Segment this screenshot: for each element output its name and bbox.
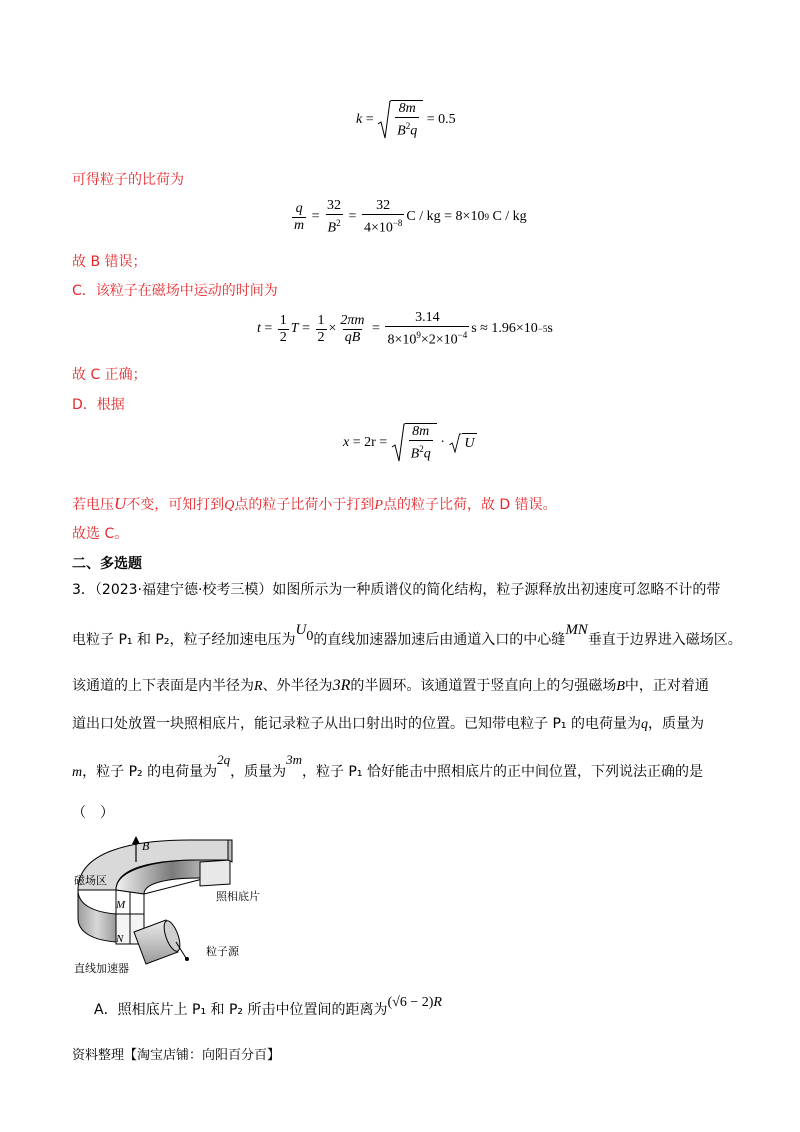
eq-t-f2-den: 2 <box>317 329 325 345</box>
q3-l4b: ，质量为 <box>647 716 704 732</box>
eq-qm-lhs-den: m <box>294 217 305 233</box>
option-a-R: R <box>433 995 442 1010</box>
text-d2-c: 点的粒子比荷小于打到 <box>234 497 375 513</box>
q3-l3B: B <box>616 679 625 694</box>
eq-k-num: 8m <box>398 101 416 117</box>
eq-t-f4-num: 3.14 <box>415 310 440 325</box>
q3-l2U: U <box>295 622 307 638</box>
eq-k-lhs: k <box>356 112 363 127</box>
equation-x: x = 2r = $\frac{8m}{B^2q}$ · U <box>343 424 475 462</box>
eq-x-tail: U <box>462 433 476 453</box>
text-d2-U: U <box>114 494 127 513</box>
q3-l5m3: 3m <box>286 752 302 767</box>
source-dot-icon <box>185 957 189 961</box>
text-d2-b: 不变，可知打到 <box>126 497 225 513</box>
eq-x-den-base: B <box>410 446 420 462</box>
figure-label-B: B <box>142 839 150 853</box>
text-b-wrong: 故 B 错误； <box>72 254 147 270</box>
equation-t: t = $\frac{1}{2}$ T = $\frac{1}{2}$ × $\frac{2\pi m}{qB}$ = $\frac{3.14}{8\times 10^9\times 2\times 10^{-4}}$ s ≈ 1.96×10 −5 s <box>257 310 553 348</box>
eq-qm-tail-exp: 9 <box>484 212 489 223</box>
eq-t-f4-den: 8×10 <box>387 332 417 348</box>
section-title: 二、多选题 <box>72 556 142 572</box>
eq-k-den-tail: q <box>410 123 418 139</box>
radical-icon <box>448 433 462 453</box>
q3-l3R: R <box>254 679 263 694</box>
q3-line2 <box>72 622 742 655</box>
q3-l2U0: 0 <box>306 628 314 644</box>
eq-t-tail-exp: −5 <box>537 324 548 335</box>
q3-l3d: 中，正对着通 <box>624 678 709 694</box>
eq-qm-f3-num: 32 <box>376 198 391 213</box>
q3-line1: 3．（2023·福建宁德·校考三模）如图所示为一种质谱仪的简化结构，粒子源释放出初速度可忽略不计的带 <box>72 582 721 598</box>
figure-label-film: 照相底片 <box>216 890 260 903</box>
equation-k: k = $\frac{8m}{B^2q}$ = 0.5 <box>356 101 456 139</box>
eq-qm-tail: C / kg = 8×10 <box>406 209 485 225</box>
ring-outer-wall <box>78 890 116 942</box>
eq-x-num: 8m <box>412 424 430 440</box>
text-d2-d: 点的粒子比荷，故 D 错误。 <box>382 497 557 513</box>
radical-icon <box>391 423 405 463</box>
eq-x-mid: = 2r = <box>352 435 388 450</box>
q3-l5a: ，粒子 P₂ 的电荷量为 <box>82 764 218 780</box>
eq-qm-f2-num: 32 <box>327 198 342 213</box>
q3-l3c: 的半圆环。该通道置于竖直向上的匀强磁场 <box>350 678 617 694</box>
eq-t-f2-num: 1 <box>317 312 325 328</box>
option-a <box>94 995 442 1021</box>
eq-qm-lhs-num: q <box>295 200 303 216</box>
q3-l3b: 、外半径为 <box>262 678 333 694</box>
eq-t-f3-den: qB <box>344 329 361 345</box>
figure-label-M: M <box>116 899 126 911</box>
sqrt-u <box>448 433 476 453</box>
eq-t-f1-den: 2 <box>279 329 287 345</box>
eq-t-f4-den-exp1: 9 <box>416 330 421 340</box>
text-answer: 故选 C。 <box>72 526 129 542</box>
eq-qm-f2-den-base: B <box>327 220 337 236</box>
text-c: C．该粒子在磁场中运动的时间为 <box>72 283 278 299</box>
eq-t-T: T <box>290 321 299 337</box>
film-plate-edge <box>228 840 232 862</box>
q3-l5m: m <box>72 765 83 780</box>
eq-x-den-exp: 2 <box>419 444 424 455</box>
eq-qm-f3-den-exp: −8 <box>392 218 403 228</box>
eq-k-rhs: = 0.5 <box>426 112 456 127</box>
eq-t-f1-num: 1 <box>279 312 287 328</box>
q3-l2c: 垂直于边界进入磁场区。 <box>587 632 742 648</box>
sqrt-x <box>391 423 437 463</box>
eq-t-tail-unit: s <box>547 321 553 337</box>
q3-l2a: 电粒子 P₁ 和 P₂，粒子经加速电压为 <box>72 632 296 648</box>
eq-t-tail: s ≈ 1.96×10 <box>471 321 538 337</box>
text-d2-a: 若电压 <box>72 497 114 513</box>
q3-l2b: 的直线加速器加速后由通道入口的中心缝 <box>313 632 566 648</box>
text-d-wrong <box>72 494 557 516</box>
q3-line4 <box>72 714 704 735</box>
eq-t-f4-den-mid: ×2×10 <box>420 332 458 348</box>
eq-t-f4-den-exp2: −4 <box>457 330 468 340</box>
eq-qm-tail-unit: C / kg <box>492 209 527 225</box>
eq-k-den-base: B <box>397 123 406 139</box>
eq-t-lhs: t <box>257 321 261 337</box>
equation-qm: $\frac{q}{m}$ = $\frac{32}{B^2}$ = $\frac{32}{4\times 10^{-8}}$ C / kg = 8×10 9 C / kg <box>294 198 527 236</box>
text-d: D．根据 <box>72 397 125 413</box>
figure-label-magnet: 磁场区 <box>74 874 107 887</box>
eq-k-den-exp: 2 <box>405 121 411 132</box>
q3-line5 <box>72 752 703 783</box>
q3-l4q: q <box>640 717 648 732</box>
figure-label-source: 粒子源 <box>206 945 239 958</box>
q3-l4a: 道出口处放置一块照相底片，能记录粒子从出口射出时的位置。已知带电粒子 P₁ 的电荷量为 <box>72 716 641 732</box>
eq-qm-f2-den-exp: 2 <box>336 218 341 228</box>
q3-l3R3: 3R <box>332 677 351 694</box>
eq-qm-f3-den: 4×10 <box>363 220 393 236</box>
text-c-correct: 故 C 正确； <box>72 367 147 383</box>
q3-l5c: ，粒子 P₁ 恰好能击中照相底片的正中间位置，下列说法正确的是 <box>301 764 703 780</box>
q3-line6: （ ） <box>72 805 114 821</box>
q3-l3a: 该通道的上下表面是内半径为 <box>72 678 254 694</box>
q3-line3 <box>72 676 709 697</box>
q3-l2MN: MN <box>565 622 588 638</box>
figure-label-accel: 直线加速器 <box>74 962 129 975</box>
footer-text: 资料整理【淘宝店铺：向阳百分百】 <box>72 1048 281 1063</box>
b-field-arrowhead-icon <box>132 836 140 844</box>
q3-l5q2: 2q <box>217 752 231 767</box>
radical-icon <box>377 100 391 140</box>
text-d2-Q: Q <box>224 498 235 513</box>
option-a-expr: (√6 − 2) <box>387 995 434 1010</box>
eq-x-den-tail: q <box>423 446 431 462</box>
text-bihe: 可得粒子的比荷为 <box>72 172 184 188</box>
eq-x-lhs: x <box>343 435 350 450</box>
mass-spectrometer-figure <box>70 832 320 982</box>
q3-l5b: ，质量为 <box>230 764 287 780</box>
eq-t-f3-num: 2πm <box>340 312 365 328</box>
film-plate-side <box>200 860 230 886</box>
option-a-text: A．照相底片上 P₁ 和 P₂ 所击中位置间的距离为 <box>94 1002 388 1018</box>
text-d2-P: P <box>374 498 383 513</box>
sqrt-k <box>377 100 423 140</box>
figure-label-N: N <box>116 933 124 945</box>
